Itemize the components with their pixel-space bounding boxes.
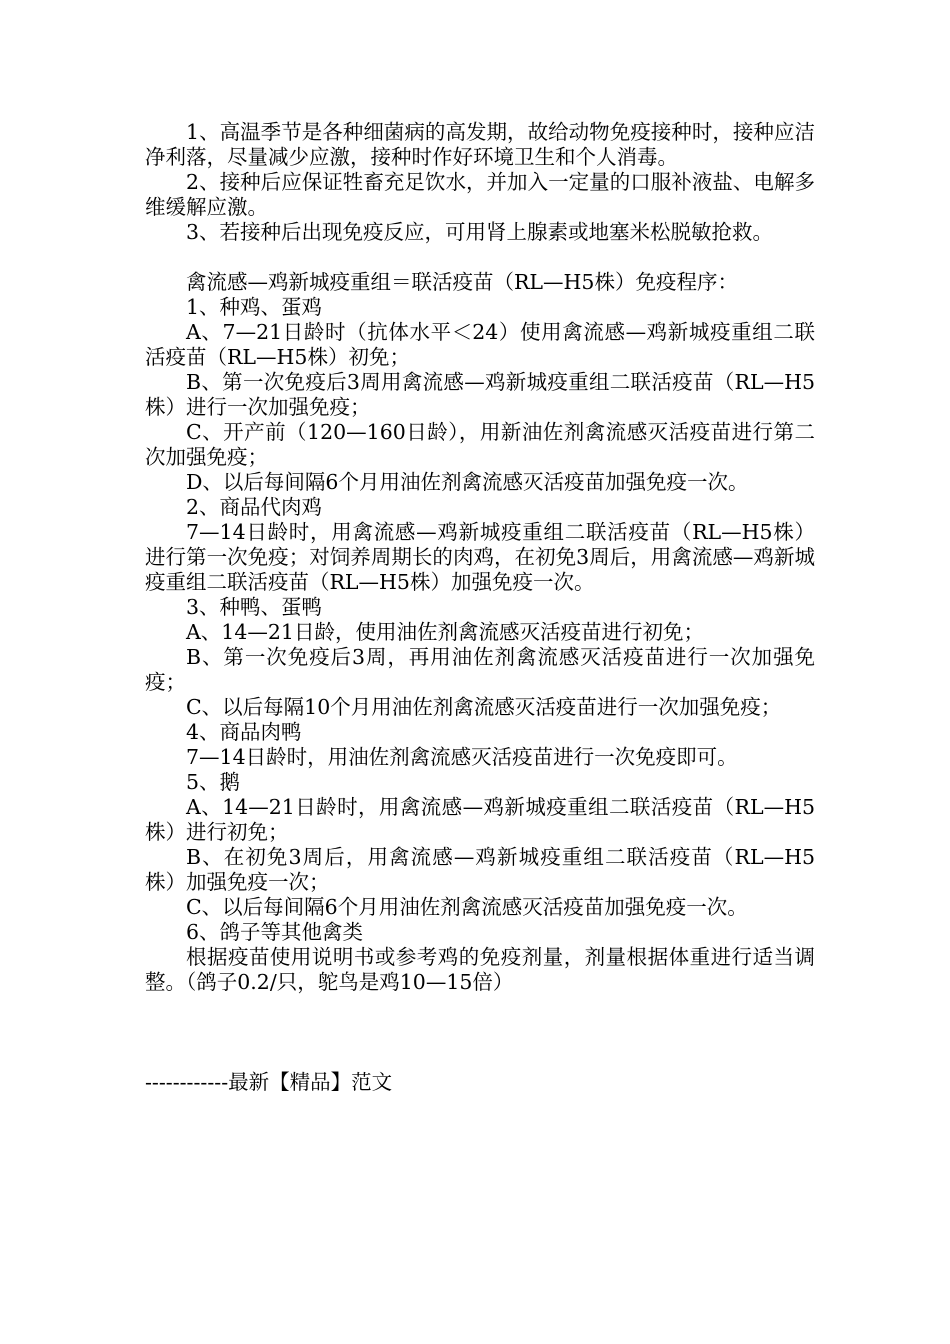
program-title: 禽流感—鸡新城疫重组＝联活疫苗（RL—H5株）免疫程序： [186,270,738,294]
program-heading: 2、商品代肉鸡 [186,495,323,519]
program-item: B、第一次免疫后3周，再用油佐剂禽流感灭活疫苗进行一次加强免疫； [145,645,815,694]
program-heading: 1、种鸡、蛋鸡 [186,295,323,319]
footer-text: ------------最新【精品】范文 [145,1070,393,1094]
program-heading: 5、鹅 [186,770,241,794]
program-item: C、以后每隔10个月用油佐剂禽流感灭活疫苗进行一次加强免疫； [186,695,782,719]
program-item: C、以后每间隔6个月用油佐剂禽流感灭活疫苗加强免疫一次。 [186,895,748,919]
program-heading: 6、鸽子等其他禽类 [186,920,364,944]
paragraph-spacer [145,245,815,270]
program-heading: 3、种鸭、蛋鸭 [186,595,323,619]
program-item: B、第一次免疫后3周用禽流感—鸡新城疫重组二联活疫苗（RL—H5株）进行一次加强免疫； [145,370,815,419]
precaution-paragraph: 3、若接种后出现免疫反应，可用肾上腺素或地塞米松脱敏抢救。 [186,220,774,244]
program-item: 7—14日龄时，用油佐剂禽流感灭活疫苗进行一次免疫即可。 [186,745,738,769]
document-body [145,120,815,995]
precaution-paragraph: 1、高温季节是各种细菌病的高发期，故给动物免疫接种时，接种应洁净利落，尽量减少应激，接种时作好环境卫生和个人消毒。 [145,120,815,169]
program-item: C、开产前（120—160日龄），用新油佐剂禽流感灭活疫苗进行第二次加强免疫； [145,420,815,469]
program-item: 根据疫苗使用说明书或参考鸡的免疫剂量，剂量根据体重进行适当调整。（鸽子0.2/只，鸵鸟是鸡10—15倍） [145,945,815,994]
program-item: B、在初免3周后，用禽流感—鸡新城疫重组二联活疫苗（RL—H5株）加强免疫一次； [145,845,815,894]
precaution-paragraph: 2、接种后应保证牲畜充足饮水，并加入一定量的口服补液盐、电解多维缓解应激。 [145,170,815,219]
program-heading: 4、商品肉鸭 [186,720,302,744]
program-item: A、7—21日龄时（抗体水平＜24）使用禽流感—鸡新城疫重组二联活疫苗（RL—H5株）初免； [145,320,815,369]
program-item: 7—14日龄时，用禽流感—鸡新城疫重组二联活疫苗（RL—H5株）进行第一次免疫；对饲养周期长的肉鸡，在初免3周后，用禽流感—鸡新城疫重组二联活疫苗（RL—H5株）加强免疫一次。 [145,520,815,594]
program-item: D、以后每间隔6个月用油佐剂禽流感灭活疫苗加强免疫一次。 [186,470,749,494]
program-item: A、14—21日龄，使用油佐剂禽流感灭活疫苗进行初免； [186,620,704,644]
program-item: A、14—21日龄时，用禽流感—鸡新城疫重组二联活疫苗（RL—H5株）进行初免； [145,795,815,844]
